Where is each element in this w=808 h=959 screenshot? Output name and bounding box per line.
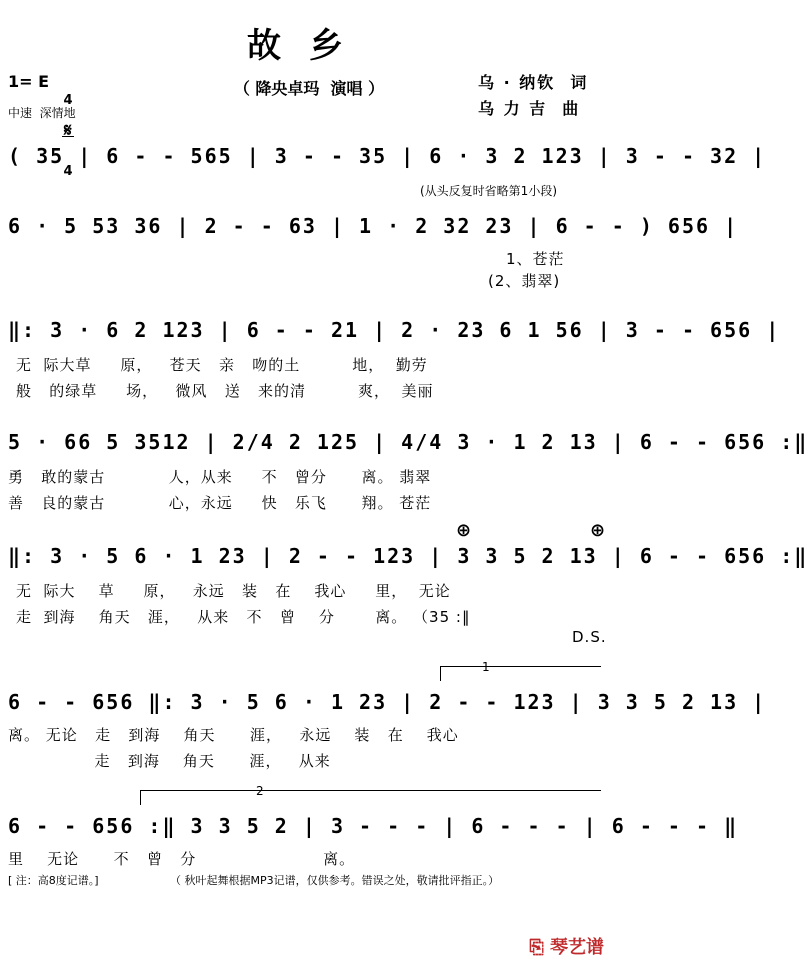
coda-sign-end: ⊕ (590, 520, 606, 541)
volta-1-label: 1 (482, 660, 490, 674)
brand-logo (517, 912, 604, 959)
volta-2-bracket (140, 790, 601, 805)
stave-4-lyric-1: 勇 敢的蒙古 人，从来 不 曾分 离。 翡翠 (8, 468, 432, 486)
lyricist-credit: 乌 · 纳钦 词 (478, 73, 589, 92)
stave-5-lyric-1: 无 际大 草 原， 永远 装 在 我心 里， 无论 (16, 582, 451, 600)
composer-credit: 乌 力 吉 曲 (478, 99, 581, 118)
stave-3-lyric-2: 般 的绿草 场， 微风 送 来的清 爽， 美丽 (16, 382, 434, 400)
volta-1-bracket (440, 666, 601, 681)
volta-2-label: 2 (256, 784, 264, 798)
ds-marking: D.S. (572, 628, 607, 646)
stave-3-notes: ‖: 3 · 6 2 123 | 6 - - 21 | 2 · 23 6 1 56 | 3 - - 656 | (8, 318, 781, 342)
stave-4-lyric-2: 善 良的蒙古 心，永远 快 乐飞 翔。 苍茫 (8, 494, 432, 512)
key-signature: 1= E (8, 72, 50, 91)
time-signature-bottom: 4 (63, 164, 73, 179)
stave-7-notes: 6 - - 656 :‖ 3 3 5 2 | 3 - - - | 6 - - - | 6 - - - ‖ (8, 814, 739, 838)
stave-3-lyric-1: 无 际大草 原， 苍天 亲 吻的土 地， 勤劳 (16, 356, 428, 374)
stave-6-notes: 6 - - 656 ‖: 3 · 5 6 · 1 23 | 2 - - 123 | 3 3 5 2 13 | (8, 690, 767, 714)
stave-7-lyric-1: 里 无论 不 曾 分 离。 (8, 850, 356, 868)
stave-5-lyric-2: 走 到海 角天 涯， 从来 不 曾 分 离。 （35 :‖ (16, 608, 471, 626)
brand-icon: ⎘ (529, 937, 550, 958)
stave-2-lyric-1: 1、苍茫 (506, 250, 565, 268)
tempo-marking: 中速 深情地 (8, 106, 76, 120)
stave-2-notes: 6 · 5 53 36 | 2 - - 63 | 1 · 2 32 23 | 6 - - ) 656 | (8, 214, 739, 238)
stave-6-lyric-1: 离。 无论 走 到海 角天 涯， 永远 装 在 我心 (8, 726, 459, 744)
singer-credit: （ 降央卓玛 演唱 ） (233, 79, 385, 98)
stave-5-notes: ‖: 3 · 5 6 · 1 23 | 2 - - 123 | 3 3 5 2 13 | 6 - - 656 :‖ (8, 544, 808, 568)
segno-sign: 𝄋 (64, 120, 72, 141)
stave-1-notes: ( 35 | 6 - - 565 | 3 - - 35 | 6 · 3 2 123 | 3 - - 32 | (8, 144, 767, 168)
footer-note-right: （ 秋叶起舞根据MP3记谱，仅供参考。错误之处，敬请批评指正。） (170, 874, 500, 887)
stave-4-notes: 5 · 66 5 3512 | 2/4 2 125 | 4/4 3 · 1 2 13 | 6 - - 656 :‖ (8, 430, 808, 454)
stave-2-lyric-2: (2、翡翠) (488, 272, 561, 290)
time-signature-top: 4 (63, 93, 73, 108)
brand-name: 琴艺谱 (550, 937, 604, 958)
song-title: 故乡 (247, 26, 371, 66)
stave-6-lyric-2: 走 到海 角天 涯， 从来 (8, 752, 331, 770)
coda-sign: ⊕ (456, 520, 472, 541)
repeat-note: (从头反复时省略第1小段) (420, 184, 557, 198)
footer-note-left: [ 注：高8度记谱。] (8, 874, 99, 887)
